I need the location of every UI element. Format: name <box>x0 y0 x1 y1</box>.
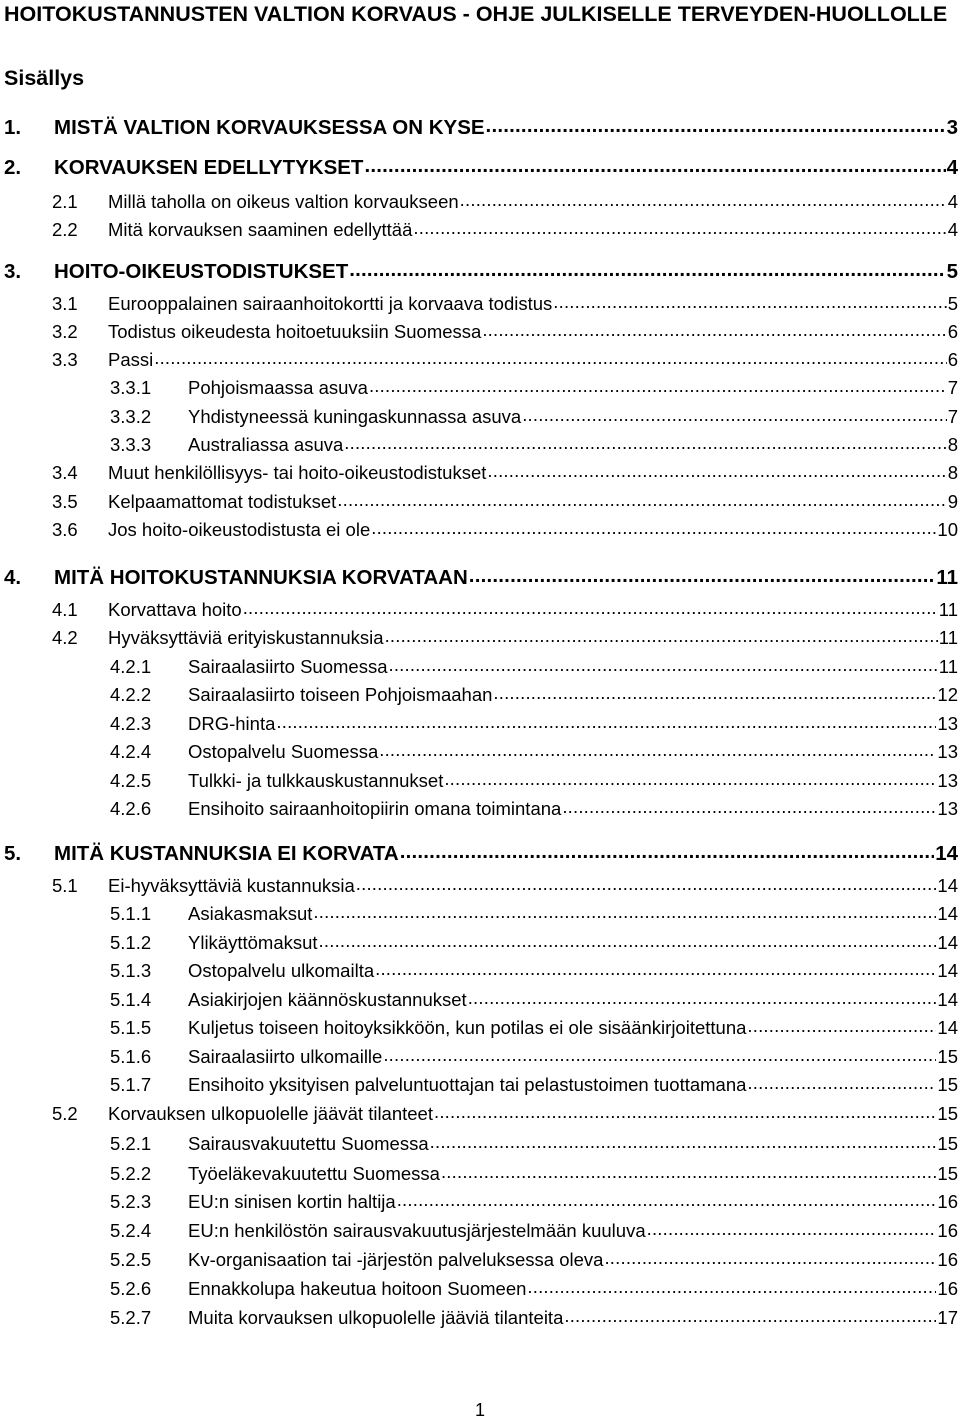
toc-entry-number: 5.1.3 <box>110 960 152 981</box>
toc-entry[interactable] <box>110 1014 958 1042</box>
toc-entry[interactable] <box>52 290 958 318</box>
toc-entry-page: 15 <box>937 1163 958 1184</box>
toc-entry-number: 3.3.2 <box>110 406 152 427</box>
toc-dot-leader <box>553 288 946 316</box>
toc-entry[interactable] <box>52 488 958 516</box>
toc-dot-leader <box>383 1041 936 1069</box>
toc-entry-page: 16 <box>937 1249 958 1270</box>
toc-entry-title: Ostopalvelu Suomessa <box>188 741 379 762</box>
toc-entry-page: 14 <box>937 989 958 1010</box>
toc-entry[interactable] <box>110 957 958 985</box>
toc-dot-leader <box>385 622 938 650</box>
toc-dot-leader <box>276 708 936 736</box>
toc-entry-number: 4.2.6 <box>110 798 152 819</box>
toc-entry-page: 7 <box>947 406 958 427</box>
toc-entry-title: Todistus oikeudesta hoitoetuuksiin Suomessa <box>108 321 482 342</box>
toc-entry-number: 5.1 <box>52 875 78 896</box>
toc-entry-page: 16 <box>937 1191 958 1212</box>
toc-entry-title: Australiassa asuva <box>188 434 344 455</box>
toc-entry-title: Tulkki- ja tulkkauskustannukset <box>188 770 444 791</box>
toc-entry-page: 16 <box>937 1220 958 1241</box>
toc-dot-leader <box>527 1273 936 1301</box>
toc-entry-title: Millä taholla on oikeus valtion korvaukseen <box>108 191 459 212</box>
toc-entry[interactable] <box>52 624 958 652</box>
toc-dot-leader <box>486 112 946 140</box>
toc-dot-leader <box>243 594 938 622</box>
toc-entry-page: 14 <box>937 1017 958 1038</box>
toc-entry[interactable] <box>52 1100 958 1128</box>
toc-dot-leader <box>388 651 937 679</box>
toc-entry-number: 3.3.1 <box>110 377 152 398</box>
toc-entry[interactable] <box>110 1160 958 1188</box>
toc-entry[interactable] <box>52 216 958 244</box>
toc-dot-leader <box>154 344 946 372</box>
toc-entry-page: 11 <box>938 656 958 677</box>
toc-entry-page: 13 <box>937 713 958 734</box>
toc-entry-title: Hyväksyttäviä erityiskustannuksia <box>108 627 384 648</box>
toc-entry-page: 11 <box>938 627 958 648</box>
toc-entry-number: 4.2.4 <box>110 741 152 762</box>
toc-entry-title: Asiakirjojen käännöskustannukset <box>188 989 467 1010</box>
toc-entry[interactable] <box>110 929 958 957</box>
toc-entry-page: 4 <box>947 219 958 240</box>
toc-entry-title: Passi <box>108 349 154 370</box>
toc-entry-page: 4 <box>947 191 958 212</box>
toc-dot-leader <box>313 898 936 926</box>
toc-entry-page: 14 <box>937 875 958 896</box>
toc-entry-page: 6 <box>947 349 958 370</box>
toc-entry-page: 15 <box>937 1046 958 1067</box>
toc-entry[interactable] <box>110 710 958 738</box>
toc-dot-leader <box>441 1158 936 1186</box>
toc-entry-number: 4.2.1 <box>110 656 152 677</box>
toc-dot-leader <box>337 486 946 514</box>
toc-entry-title: MITÄ HOITOKUSTANNUKSIA KORVATAAN <box>54 566 468 589</box>
toc-entry-title: Ensihoito sairaanhoitopiirin omana toimintana <box>188 798 562 819</box>
toc-entry-number: 2. <box>4 156 22 179</box>
toc-entry-number: 4.1 <box>52 599 78 620</box>
toc-entry-title: Kv-organisaation tai -järjestön palveluksessa oleva <box>188 1249 604 1270</box>
toc-dot-leader <box>487 457 946 485</box>
toc-dot-leader <box>434 1098 936 1126</box>
toc-entry-title: Kelpaamattomat todistukset <box>108 491 337 512</box>
toc-dot-leader <box>369 372 947 400</box>
toc-entry[interactable] <box>4 154 958 182</box>
toc-dot-leader <box>371 514 936 542</box>
toc-entry-title: Pohjoismaassa asuva <box>188 377 368 398</box>
toc-entry-number: 5.2.5 <box>110 1249 152 1270</box>
toc-entry-number: 5.2 <box>52 1103 78 1124</box>
toc-dot-leader <box>604 1244 936 1272</box>
document-title: HOITOKUSTANNUSTEN VALTION KORVAUS - OHJE JULKISELLE TERVEYDEN-HUOLLOLLE <box>4 2 948 26</box>
toc-entry-title: Sairaalasiirto Suomessa <box>188 656 388 677</box>
toc-entry[interactable] <box>4 258 958 286</box>
toc-entry[interactable] <box>110 738 958 766</box>
toc-entry-page: 8 <box>947 462 958 483</box>
toc-dot-leader <box>344 429 946 457</box>
toc-entry-title: Ennakkolupa hakeutua hoitoon Suomeen <box>188 1278 527 1299</box>
toc-entry-number: 3.6 <box>52 519 78 540</box>
toc-entry-page: 13 <box>937 741 958 762</box>
toc-entry-title: MISTÄ VALTION KORVAUKSESSA ON KYSE <box>54 116 485 139</box>
toc-entry-number: 2.1 <box>52 191 78 212</box>
toc-dot-leader <box>647 1215 937 1243</box>
toc-entry-number: 3. <box>4 260 22 283</box>
toc-entry[interactable] <box>110 900 958 928</box>
toc-entry[interactable] <box>110 1275 958 1303</box>
toc-entry-number: 3.5 <box>52 491 78 512</box>
toc-entry[interactable] <box>52 188 958 216</box>
toc-entry-number: 4.2.5 <box>110 770 152 791</box>
toc-dot-leader <box>562 793 936 821</box>
toc-entry-page: 5 <box>947 293 958 314</box>
toc-entry-title: Ensihoito yksityisen palveluntuottajan tai pelastustoimen tuottamana <box>188 1074 747 1095</box>
toc-entry-number: 5.2.7 <box>110 1307 152 1328</box>
toc-entry[interactable] <box>110 795 958 823</box>
toc-entry-number: 4.2.2 <box>110 684 152 705</box>
toc-entry-title: Muita korvauksen ulkopuolelle jääviä tilanteita <box>188 1307 564 1328</box>
toc-entry-page: 7 <box>947 377 958 398</box>
toc-entry-page: 8 <box>947 434 958 455</box>
toc-entry-page: 4 <box>946 156 958 179</box>
toc-entry-number: 5.1.4 <box>110 989 152 1010</box>
toc-entry[interactable] <box>110 681 958 709</box>
toc-entry[interactable] <box>110 1043 958 1071</box>
toc-entry-title: Sairausvakuutettu Suomessa <box>188 1133 429 1154</box>
toc-entry-title: MITÄ KUSTANNUKSIA EI KORVATA <box>54 842 399 865</box>
toc-entry-page: 17 <box>937 1307 958 1328</box>
toc-entry-title: Asiakasmaksut <box>188 903 313 924</box>
toc-dot-leader <box>319 927 937 955</box>
toc-dot-leader <box>349 256 945 284</box>
toc-entry-title: Ostopalvelu ulkomailta <box>188 960 375 981</box>
toc-dot-leader <box>564 1302 936 1330</box>
toc-entry-page: 10 <box>937 519 958 540</box>
toc-entry-page: 15 <box>937 1103 958 1124</box>
toc-entry-page: 15 <box>937 1133 958 1154</box>
toc-entry-title: KORVAUKSEN EDELLYTYKSET <box>54 156 364 179</box>
toc-heading: Sisällys <box>4 66 85 90</box>
toc-entry-number: 4.2.3 <box>110 713 152 734</box>
toc-entry-title: Korvauksen ulkopuolelle jäävät tilanteet <box>108 1103 433 1124</box>
toc-entry-number: 5.2.6 <box>110 1278 152 1299</box>
toc-entry[interactable] <box>110 403 958 431</box>
toc-dot-leader <box>482 316 946 344</box>
toc-entry[interactable] <box>110 1304 958 1332</box>
toc-entry-page: 16 <box>937 1278 958 1299</box>
toc-entry-page: 11 <box>938 599 958 620</box>
toc-entry-title: DRG-hinta <box>188 713 276 734</box>
toc-entry-number: 5.2.2 <box>110 1163 152 1184</box>
toc-dot-leader <box>493 679 936 707</box>
toc-dot-leader <box>430 1128 937 1156</box>
toc-entry-title: Yhdistyneessä kuningaskunnassa asuva <box>188 406 522 427</box>
toc-entry-number: 5.1.5 <box>110 1017 152 1038</box>
toc-dot-leader <box>379 736 936 764</box>
toc-dot-leader <box>356 870 937 898</box>
toc-entry-title: Mitä korvauksen saaminen edellyttää <box>108 219 413 240</box>
toc-entry[interactable] <box>110 1130 958 1158</box>
toc-dot-leader <box>747 1069 936 1097</box>
toc-dot-leader <box>469 562 936 590</box>
toc-entry-page: 9 <box>947 491 958 512</box>
toc-entry-page: 5 <box>946 260 958 283</box>
toc-entry[interactable] <box>110 1188 958 1216</box>
toc-entry[interactable] <box>110 1246 958 1274</box>
toc-entry-title: Eurooppalainen sairaanhoitokortti ja korvaava todistus <box>108 293 553 314</box>
toc-entry-title: Työeläkevakuutettu Suomessa <box>188 1163 440 1184</box>
toc-entry-number: 5.1.6 <box>110 1046 152 1067</box>
toc-entry[interactable] <box>52 459 958 487</box>
toc-entry-number: 1. <box>4 116 22 139</box>
toc-entry-title: Kuljetus toiseen hoitoyksikköön, kun potilas ei ole sisäänkirjoitettuna <box>188 1017 747 1038</box>
toc-entry-title: Muut henkilöllisyys- tai hoito-oikeustodistukset <box>108 462 487 483</box>
toc-entry-number: 5. <box>4 842 22 865</box>
toc-entry[interactable] <box>52 318 958 346</box>
toc-entry-number: 3.1 <box>52 293 78 314</box>
toc-entry-number: 4. <box>4 566 22 589</box>
toc-entry[interactable] <box>110 1071 958 1099</box>
toc-entry-number: 5.1.1 <box>110 903 152 924</box>
toc-entry-page: 3 <box>946 116 958 139</box>
toc-entry-title: EU:n sinisen kortin haltija <box>188 1191 396 1212</box>
toc-entry[interactable] <box>4 840 958 868</box>
toc-entry[interactable] <box>110 431 958 459</box>
toc-entry-title: HOITO-OIKEUSTODISTUKSET <box>54 260 349 283</box>
toc-dot-leader <box>400 838 934 866</box>
toc-dot-leader <box>444 765 936 793</box>
toc-entry-number: 5.1.7 <box>110 1074 152 1095</box>
page-number: 1 <box>474 1400 485 1420</box>
toc-dot-leader <box>375 955 936 983</box>
toc-entry[interactable] <box>52 872 958 900</box>
toc-dot-leader <box>522 401 946 429</box>
toc-entry-number: 3.3 <box>52 349 78 370</box>
toc-entry-number: 5.1.2 <box>110 932 152 953</box>
toc-entry-number: 5.2.4 <box>110 1220 152 1241</box>
toc-entry-number: 2.2 <box>52 219 78 240</box>
toc-dot-leader <box>747 1012 936 1040</box>
toc-dot-leader <box>460 186 947 214</box>
toc-entry-page: 13 <box>937 798 958 819</box>
toc-entry-title: Sairaalasiirto ulkomaille <box>188 1046 383 1067</box>
toc-entry-title: Korvattava hoito <box>108 599 242 620</box>
toc-entry[interactable] <box>52 516 958 544</box>
toc-entry-title: Sairaalasiirto toiseen Pohjoismaahan <box>188 684 493 705</box>
toc-entry-page: 13 <box>937 770 958 791</box>
toc-entry-page: 14 <box>937 903 958 924</box>
toc-entry[interactable] <box>110 767 958 795</box>
toc-entry-page: 15 <box>937 1074 958 1095</box>
toc-entry-title: Ei-hyväksyttäviä kustannuksia <box>108 875 355 896</box>
toc-entry[interactable] <box>52 346 958 374</box>
toc-entry-page: 14 <box>937 960 958 981</box>
toc-entry[interactable] <box>110 986 958 1014</box>
toc-entry-title: Jos hoito-oikeustodistusta ei ole <box>108 519 371 540</box>
toc-entry[interactable] <box>4 564 958 592</box>
toc-entry-page: 6 <box>947 321 958 342</box>
toc-entry[interactable] <box>110 374 958 402</box>
toc-entry-page: 11 <box>936 566 958 589</box>
toc-entry-page: 14 <box>937 932 958 953</box>
toc-dot-leader <box>364 152 945 180</box>
toc-dot-leader <box>397 1186 937 1214</box>
toc-entry-number: 4.2 <box>52 627 78 648</box>
toc-entry[interactable] <box>110 1217 958 1245</box>
toc-entry-number: 3.2 <box>52 321 78 342</box>
toc-entry-number: 3.3.3 <box>110 434 152 455</box>
toc-dot-leader <box>413 214 946 242</box>
toc-entry-title: EU:n henkilöstön sairausvakuutusjärjestelmään kuuluva <box>188 1220 646 1241</box>
toc-dot-leader <box>468 984 937 1012</box>
toc-entry-title: Ylikäyttömaksut <box>188 932 318 953</box>
toc-entry-number: 5.2.3 <box>110 1191 152 1212</box>
toc-entry[interactable] <box>52 596 958 624</box>
toc-entry-page: 14 <box>935 842 958 865</box>
toc-entry-page: 12 <box>937 684 958 705</box>
toc-entry-number: 3.4 <box>52 462 78 483</box>
toc-entry-number: 5.2.1 <box>110 1133 152 1154</box>
toc-entry[interactable] <box>4 114 958 142</box>
toc-entry[interactable] <box>110 653 958 681</box>
